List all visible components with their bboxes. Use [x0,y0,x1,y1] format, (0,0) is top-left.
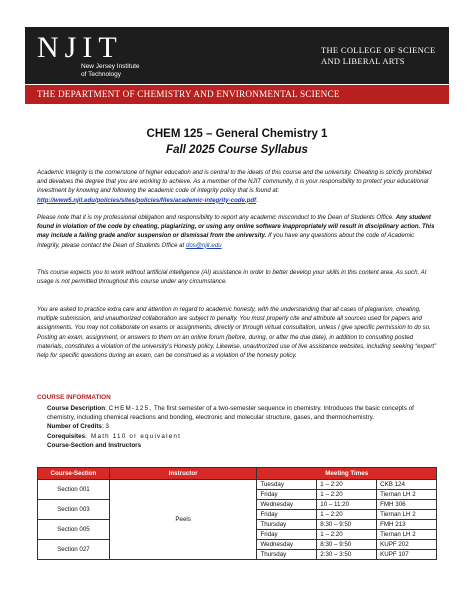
course-info-block [47,404,442,450]
table-row [38,479,437,489]
integrity-text-2: Please note that it is my professional obligation and responsibility to report any academic misconduct to the Dean of Students Office. [37,214,396,221]
course-code: CHEM-125, [108,405,153,412]
course-info-heading: COURSE INFORMATION [37,394,111,401]
credits-value: : 3 [101,423,109,431]
meeting-room: Tiernan LH 2 [377,509,437,519]
department-bar [25,85,449,104]
coreq-value: : Math 110 or equivalent [85,432,182,440]
section-name: Section 003 [38,499,110,519]
college-line2: AND LIBERAL ARTS [321,56,405,66]
college-name [321,45,436,67]
course-title: CHEM 125 – General Chemistry 1 [146,128,328,140]
integrity-text-1-end: . [256,196,258,204]
header-meeting-times: Meeting Times [257,468,437,480]
section-name: Section 005 [38,519,110,539]
syllabus-title: Fall 2025 Course Syllabus [166,144,308,156]
meeting-room: KUPF 202 [377,540,437,550]
meeting-time: 1 – 2:20 [317,509,377,519]
integrity-code-link[interactable]: http://www5.njit.edu/policies/sites/policies/files/academic-integrity-code.pdf [37,196,257,204]
meeting-time: 1 – 2:20 [317,479,377,489]
dos-email-link[interactable]: dos@njit.edu [185,241,222,249]
logo-sub-line1: New Jersey Institute [81,63,140,70]
logo-sub-line2: of Technology [81,71,121,78]
integrity-paragraph-1 [37,168,437,205]
integrity-warning: Any student found in violation of the code by cheating, plagiarizing, or using any online software inappropriately will result in disciplinary action. This may include a failing grade and/or suspension or dismissal from the university. [37,214,435,240]
header-course-section: Course-Section [38,468,110,480]
meeting-day: Wednesday [257,540,317,550]
meeting-room: KUPF 107 [377,550,437,560]
meeting-time: 1 – 2:20 [317,489,377,499]
header-banner [25,27,449,84]
meeting-day: Friday [257,529,317,539]
meeting-day: Friday [257,489,317,499]
sections-label [47,441,442,450]
integrity-text-1: Academic Integrity is the cornerstone of higher education and is central to the ideals of this course and the university. Cheating is strictly prohibited and devalues the degree that you are working to achieve. As a member of the NJIT community, it is your responsibility to protect your educational investment by knowing and following the academic code of integrity policy that is found at: [37,169,432,195]
description-label: Course Description [47,405,106,412]
njit-logo: NJIT [37,31,123,64]
meeting-day: Wednesday [257,499,317,509]
meeting-day: Thursday [257,550,317,560]
meeting-time: 8:30 – 9:50 [317,519,377,529]
table-header-row [38,468,437,480]
header-instructor: Instructor [109,468,257,480]
coreq-label: Corequisites [47,432,86,440]
college-line1: THE COLLEGE OF SCIENCE [321,45,436,55]
sections-label-text: Course-Section and Instructors [47,441,142,449]
integrity-text-2-end: If you have any questions about the code of Academic Integrity, please contact the Dean of Students Office at [37,232,415,249]
course-description: Course Description: CHEM-125, The first semester of a two-semester sequence in chemistry. Introduces the basic concepts of chemistry, including chemical reactions and bonding, electronic and molecular structure, gases, and thermochemistry. [47,405,414,422]
ai-policy-paragraph: This course expects you to work without artificial intelligence (AI) assistance in order to better develop your skills in this content area. As such, AI usage is not permitted throughout this course under any circumstance. [37,269,427,286]
department-name: THE DEPARTMENT OF CHEMISTRY AND ENVIRONMENTAL SCIENCE [37,89,340,99]
meeting-time: 1 – 2:20 [317,529,377,539]
meeting-time: 2:30 – 3:50 [317,550,377,560]
corequisites-line [47,432,442,441]
meeting-time: 10 – 11:20 [317,499,377,509]
credits-line [47,422,442,431]
meeting-day: Thursday [257,519,317,529]
meeting-room: CKB 124 [377,479,437,489]
meeting-room: FMH 306 [377,499,437,509]
description-text: The first semester of a two-semester sequence in chemistry. Introduces the basic concepts of chemistry, including chemical reactions and bonding, electronic and molecular structure, gases, and thermochemistry. [47,405,414,422]
honesty-paragraph: You are asked to practice extra care and attention in regard to academic honesty, with the understanding that all cases of plagiarism, cheating, multiple submission, and unauthorized collaboration are subject to penalty. You must properly cite and attribute all sources used for papers and assignments. You may not collaborate on exams or assignments, directly or through virtual consultation, unless I give specific permission to do so. Posting an exam, assignment, or answers to them on an online forum (before, during, or after the due date), in addition to consulting posted materials, constitutes a violation of the university’s Honesty policy. Likewise, unauthorized use of live assistance websites, including seeking “expert” help for specific questions during an exam, can be construed as a violation of the honesty policy. [37,306,437,360]
meeting-room: Tiernan LH 2 [377,529,437,539]
integrity-paragraph-2 [37,213,437,250]
meeting-room: FMH 213 [377,519,437,529]
meeting-day: Friday [257,509,317,519]
meeting-day: Tuesday [257,479,317,489]
instructor-name: Peels [109,479,257,560]
credits-label: Number of Credits [47,423,102,431]
logo-subtitle [81,63,140,79]
meeting-time: 8:30 – 9:50 [317,540,377,550]
section-name: Section 027 [38,540,110,560]
section-name: Section 001 [38,479,110,499]
sections-table [37,467,437,560]
meeting-room: Tiernan LH 2 [377,489,437,499]
